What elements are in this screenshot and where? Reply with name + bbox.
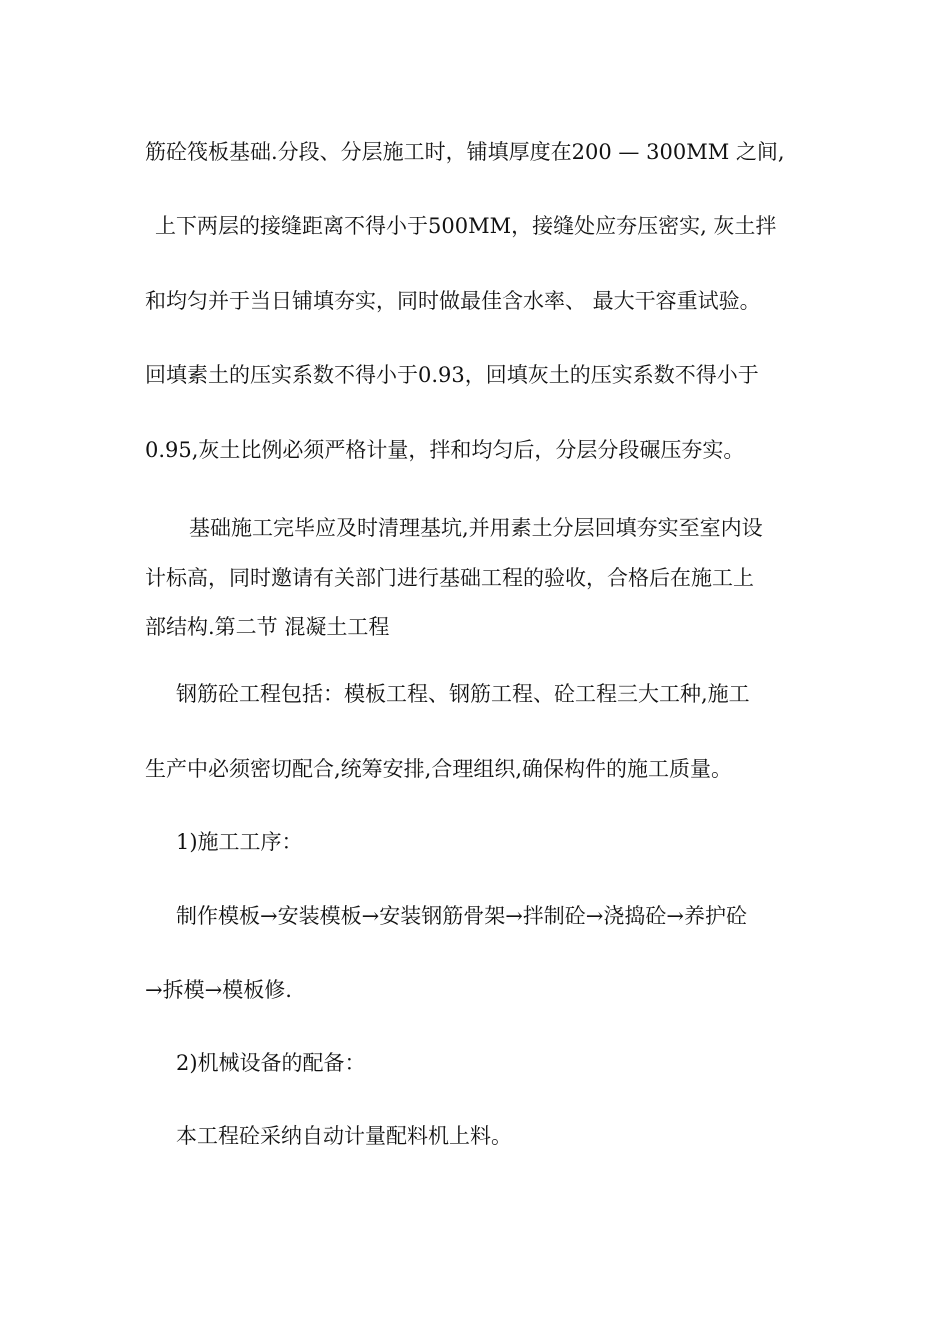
text-line-8: 部结构.第二节 混凝土工程 — [145, 615, 390, 639]
text-line-11: 1)施工工序： — [176, 830, 303, 854]
text-line-9: 钢筋砼工程包括：模板工程、钢筋工程、砼工程三大工种,施工 — [176, 682, 750, 706]
text-line-10: 生产中必须密切配合,统筹安排,合理组织,确保构件的施工质量。 — [145, 757, 733, 781]
text-line-1: 筋砼筏板基础.分段、分层施工时，铺填厚度在200 — 300MM 之间, — [145, 140, 785, 164]
text-line-14: 2)机械设备的配备： — [176, 1051, 366, 1075]
text-line-4: 回填素土的压实系数不得小于0.93，回填灰土的压实系数不得小于 — [145, 363, 759, 387]
text-line-3: 和均匀并于当日铺填夯实，同时做最佳含水率、 最大干容重试验。 — [145, 289, 761, 313]
text-line-13: →拆模→模板修. — [145, 978, 292, 1002]
text-line-12: 制作模板→安装模板→安装钢筋骨架→拌制砼→浇捣砼→养护砼 — [176, 904, 747, 928]
text-line-2: 上下两层的接缝距离不得小于500MM，接缝处应夯压密实, 灰土拌 — [155, 214, 777, 238]
text-line-15: 本工程砼采纳自动计量配料机上料。 — [176, 1124, 512, 1148]
text-line-5: 0.95,灰土比例必须严格计量，拌和均匀后，分层分段碾压夯实。 — [145, 438, 745, 462]
text-line-6: 基础施工完毕应及时清理基坑,并用素土分层回填夯实至室内设 — [189, 516, 763, 540]
text-line-7: 计标高，同时邀请有关部门进行基础工程的验收，合格后在施工上 — [145, 566, 754, 590]
